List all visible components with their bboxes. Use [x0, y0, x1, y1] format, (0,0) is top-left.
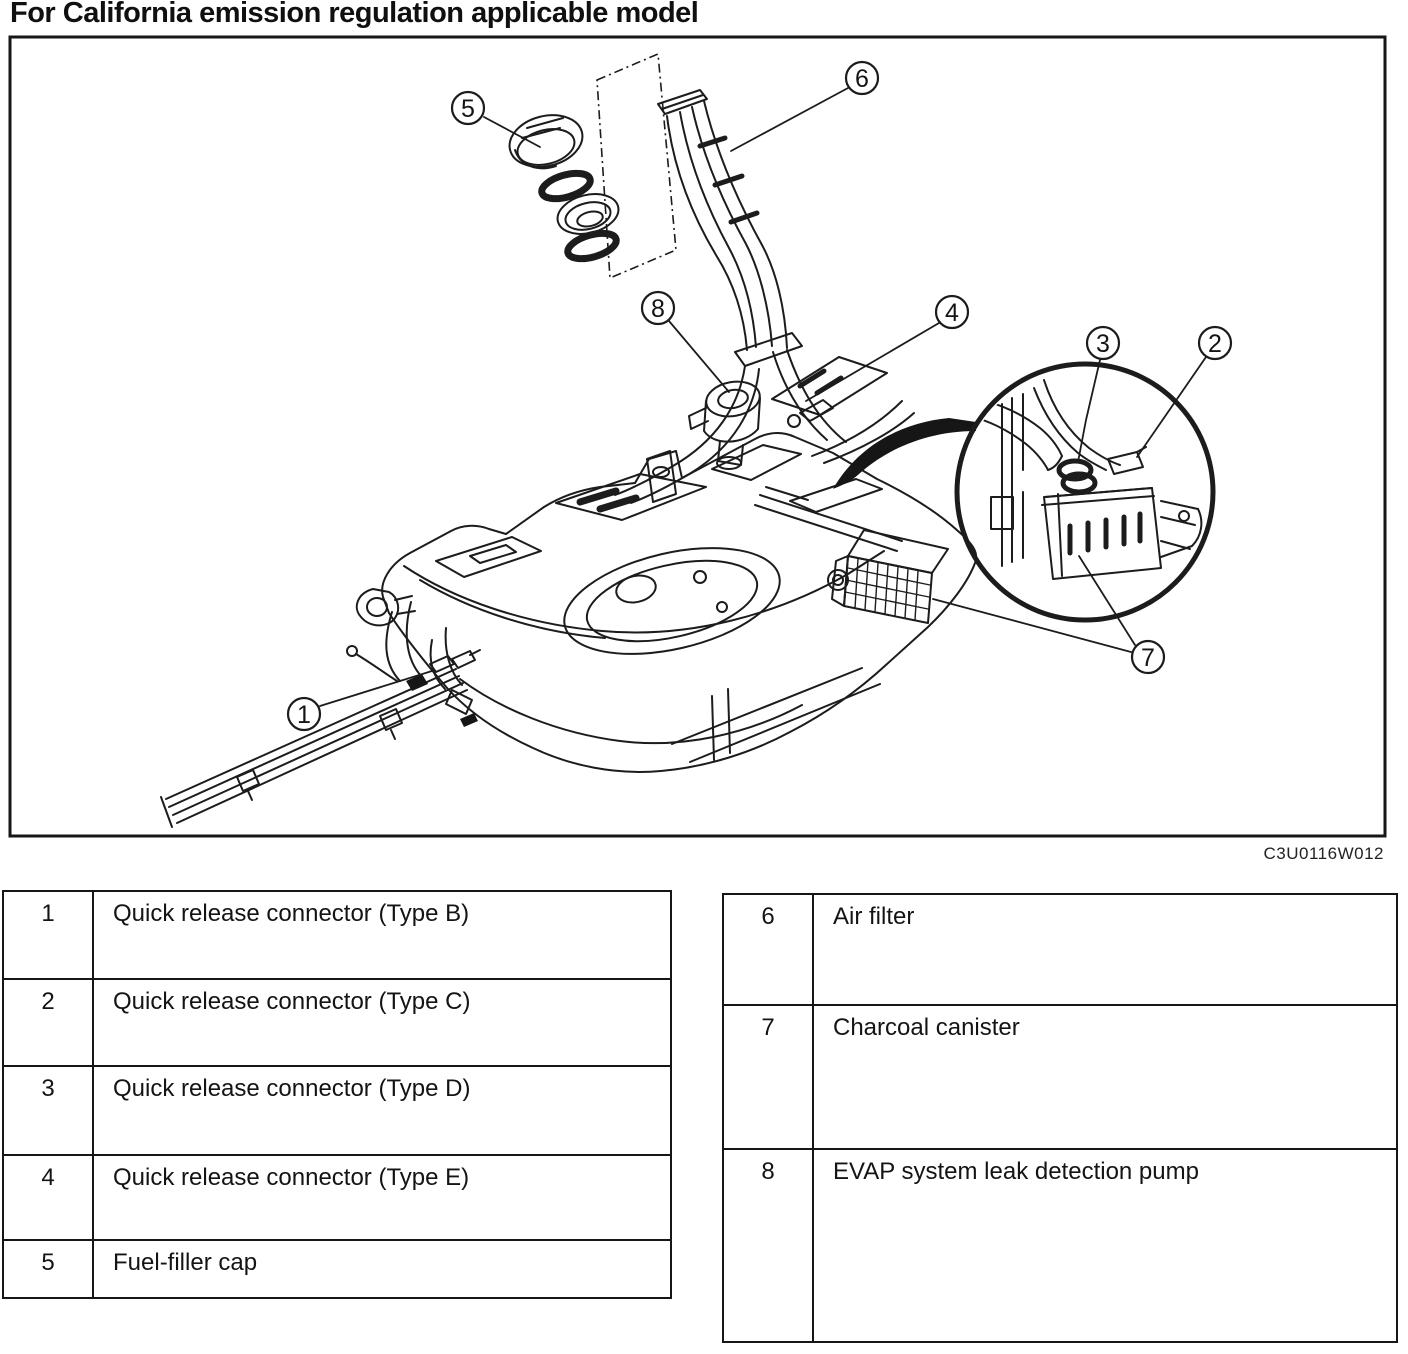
part-number: 3 — [3, 1066, 93, 1155]
part-label: Quick release connector (Type D) — [93, 1066, 671, 1155]
table-row — [723, 894, 1397, 1005]
part-number: 2 — [3, 979, 93, 1066]
part-label: Fuel-filler cap — [93, 1240, 671, 1298]
charcoal-canister — [755, 479, 948, 623]
part-number: 8 — [723, 1149, 813, 1342]
svg-text:6: 6 — [855, 65, 869, 93]
callout-4 — [936, 296, 968, 328]
fuel-tank — [357, 401, 976, 772]
svg-text:8: 8 — [651, 295, 665, 323]
table-row — [3, 1066, 671, 1155]
callout-3 — [1087, 327, 1119, 359]
part-label: Air filter — [813, 894, 1397, 1005]
svg-text:5: 5 — [461, 95, 475, 123]
diagram-frame — [10, 37, 1385, 836]
part-label: Quick release connector (Type B) — [93, 891, 671, 979]
part-number: 7 — [723, 1005, 813, 1149]
callout-7 — [1132, 641, 1164, 673]
fuel-filler-cap-parts — [504, 108, 623, 264]
svg-text:3: 3 — [1096, 330, 1110, 358]
table-row — [3, 1240, 671, 1298]
page-title: For California emission regulation applicable model — [10, 0, 699, 29]
table-row — [723, 1005, 1397, 1149]
part-label: Charcoal canister — [813, 1005, 1397, 1149]
part-number: 6 — [723, 894, 813, 1005]
callout-2 — [1199, 327, 1231, 359]
part-label: Quick release connector (Type C) — [93, 979, 671, 1066]
part-label: Quick release connector (Type E) — [93, 1155, 671, 1240]
svg-text:1: 1 — [297, 701, 311, 729]
part-number: 5 — [3, 1240, 93, 1298]
part-label: EVAP system leak detection pump — [813, 1149, 1397, 1342]
callout-6 — [846, 62, 878, 94]
table-row — [3, 891, 671, 979]
svg-text:4: 4 — [945, 299, 959, 327]
table-row — [723, 1149, 1397, 1342]
dashed-reference-box — [597, 54, 676, 278]
legend-table-right — [722, 893, 1398, 1343]
table-row — [3, 1155, 671, 1240]
svg-text:2: 2 — [1208, 330, 1222, 358]
part-number: 1 — [3, 891, 93, 979]
callout-5 — [452, 92, 484, 124]
callout-8 — [642, 292, 674, 324]
table-row — [3, 979, 671, 1066]
fuel-lines — [161, 646, 480, 827]
legend-table-left — [2, 890, 672, 1299]
part-number: 4 — [3, 1155, 93, 1240]
figure-code: C3U0116W012 — [1263, 844, 1384, 863]
magnify-arrow — [833, 418, 976, 489]
svg-text:7: 7 — [1141, 644, 1155, 672]
leader-lines — [320, 88, 1206, 706]
callout-1 — [288, 698, 320, 730]
